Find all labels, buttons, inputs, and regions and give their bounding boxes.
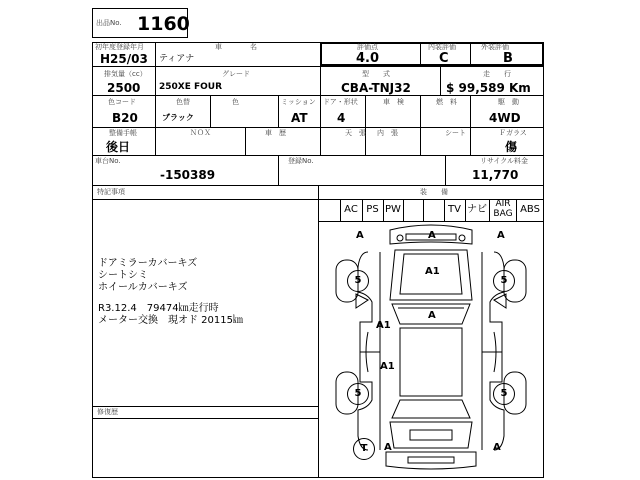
first-reg-label: 初年度登録年月 [95,43,144,51]
exterior-label: 外装評価 [481,43,509,51]
equipment-label: 装 備 [420,188,448,196]
color-change-label: 色替 [176,98,190,106]
equip-airbag: AIR BAG [493,199,513,219]
notes-label: 特記事項 [97,188,125,196]
equip-tv: TV [448,204,461,215]
chassis-number: -150389 [160,168,216,182]
note-line: R3.12.4 79474㎞走行時 [98,303,219,314]
damage-mark-circle: 5 [347,383,369,405]
model-label: 型 式 [362,70,390,78]
equip-abs: ABS [520,204,540,215]
repair-label: 修復歴 [97,408,118,416]
damage-mark: A1 [425,266,440,277]
score-label: 評価点 [357,43,378,51]
color-code: B20 [112,111,138,125]
lot-number: 1160 [137,13,190,35]
lot-number-label: 出品No. [96,19,122,27]
damage-mark-circle: 5 [493,270,515,292]
recycle-label: リサイクル料金 [480,157,529,165]
displacement-label: 排気量（cc） [104,70,147,78]
mission: AT [291,111,308,125]
damage-mark-circle: 5 [493,383,515,405]
damage-mark: A [493,442,501,453]
damage-mark: A [428,230,436,241]
color-label: 色 [232,98,239,106]
grade: 250XE FOUR [159,82,223,92]
recycle-fee: 11,770 [472,168,519,182]
note-line: シートシミ [98,270,148,281]
equip-navi: ナビ [467,204,487,215]
damage-mark: A [384,442,392,453]
score: 4.0 [356,51,380,66]
grade-label: グレード [222,70,250,78]
mileage: $ 99,589 Km [446,81,531,95]
damage-mark: A1 [376,320,391,331]
damage-mark: A [428,310,436,321]
damage-mark-circle: 5 [347,270,369,292]
fglass-label: Ｆガラス [499,129,527,137]
doors-label: ドア・形状 [323,98,358,106]
equip-ac: AC [344,204,358,215]
doors: 4 [337,111,346,125]
inspection-label: 車 検 [383,98,404,106]
history-label: 車 歴 [265,129,286,137]
equip-ps: PS [366,204,379,215]
first-reg: H25/03 [100,52,148,66]
lot-number-box [92,8,188,38]
sunroof-label: 天 張 [345,129,366,137]
color: ブラック [162,113,194,122]
front-glass: 傷 [505,140,518,154]
interior-cover-label: 内 張 [377,129,398,137]
nox-label: ＮＯＸ [190,129,211,137]
drive: 4WD [489,111,521,125]
note-line: ホイールカバーキズ [98,282,188,293]
car-diagram [320,222,542,476]
manual-label: 整備手帳 [109,129,137,137]
model-code: CBA-TNJ32 [341,81,411,95]
drive-label: 駆 動 [498,98,519,106]
note-line: ドアミラーカバーキズ [98,258,198,269]
damage-mark: A [356,230,364,241]
interior-label: 内装評価 [428,43,456,51]
interior-grade: C [439,51,449,66]
equip-pw: PW [385,204,401,215]
maintenance-manual: 後日 [106,140,131,154]
car-name: ティアナ [159,54,195,64]
displacement: 2500 [107,81,141,95]
mileage-label: 走 行 [483,70,511,78]
exterior-grade: B [503,51,513,66]
reg-no-label: 登録No. [288,157,314,165]
mission-label: ミッション [281,98,316,106]
fuel-label: 燃 料 [436,98,457,106]
car-name-label: 車 名 [215,43,257,51]
chassis-label: 車台No. [95,157,121,165]
note-line: メーター交換 現オド 20115㎞ [98,315,243,326]
seat-label: シート [445,129,466,137]
damage-mark: A1 [380,361,395,372]
color-code-label: 色コード [108,98,136,106]
damage-mark: A [497,230,505,241]
damage-mark-circle: T [353,438,375,460]
